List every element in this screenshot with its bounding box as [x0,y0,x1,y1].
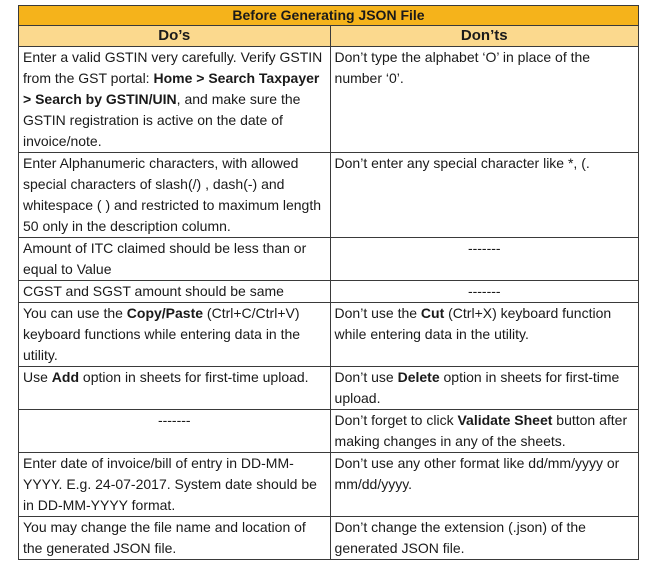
cell-text: Use [23,369,52,385]
donts-cell [330,367,638,410]
donts-cell [330,281,638,303]
bold-text: Copy/Paste [126,305,204,321]
dos-cell [19,281,331,303]
dos-cell [19,303,331,367]
cell-text: , and make sure the GSTIN registration is active on the date of invoice/note. [23,91,301,149]
cell-text: (Ctrl+C/Ctrl+V) keyboard functions while entering data in the utility. [23,305,301,363]
cell-text: Enter a valid GSTIN very carefully. Verify GSTIN from the GST portal: [23,49,323,86]
cell-text: (Ctrl+X) keyboard function while entering data in the utility. [334,305,612,342]
table-row [19,453,639,517]
cell-text: Amount of ITC claimed should be less than or equal to Value [23,240,307,277]
bold-text: Add [51,369,80,385]
bold-text: Home > Search Taxpayer > Search by GSTIN/UIN [23,70,320,107]
dos-cell [19,367,331,410]
dos-cell [19,153,331,238]
cell-text: ------- [157,412,191,428]
cell-text: Don’t change the extension (.json) of the generated JSON file. [334,519,586,556]
cell-text: Don’t forget to click [334,412,458,428]
cell-text: You may change the file name and location of the generated JSON file. [23,519,306,556]
cell-text: Don’t use the [334,305,421,321]
cell-text: Don’t use [334,369,398,385]
donts-cell [330,517,638,560]
cell-text: option in sheets for first-time upload. [334,369,620,406]
dos-column-header: Do’s [19,26,331,47]
cell-text: Don’t use any other format like dd/mm/yyyy or mm/dd/yyyy. [334,455,620,492]
cell-text: Enter date of invoice/bill of entry in DD-MM-YYYY. E.g. 24-07-2017. System date should be in DD-MM-YYYY format. [23,455,317,513]
table-row [19,47,639,153]
donts-cell [330,410,638,453]
table-row [19,153,639,238]
dos-donts-table [18,5,639,560]
cell-text: ------- [467,240,501,256]
cell-text: button after making changes in any of the sheets. [334,412,628,449]
donts-cell [330,153,638,238]
cell-text: option in sheets for first-time upload. [79,369,309,385]
cell-text: Don’t enter any special character like *, (. [334,155,590,171]
bold-text: Cut [420,305,445,321]
donts-column-header: Don’ts [330,26,638,47]
donts-cell [330,47,638,153]
bold-text: Validate Sheet [457,412,553,428]
table-title: Before Generating JSON File [19,6,639,26]
dos-cell [19,410,331,453]
table-row [19,281,639,303]
table-row [19,410,639,453]
cell-text: CGST and SGST amount should be same [23,283,284,299]
donts-cell [330,453,638,517]
table-row [19,303,639,367]
table-header-row [19,26,639,47]
donts-cell [330,238,638,281]
dos-cell [19,47,331,153]
cell-text: Don’t type the alphabet ‘O’ in place of the number ‘0’. [334,49,591,86]
table-row [19,367,639,410]
bold-text: Delete [397,369,440,385]
cell-text: Enter Alphanumeric characters, with allowed special characters of slash(/) , dash(-) and whitespace ( ) and restricted to maximum length 50 only in the description column. [23,155,322,234]
table-body [19,47,639,560]
table-title-row [19,6,639,26]
table-row [19,238,639,281]
cell-text: You can use the [23,305,127,321]
cell-text: ------- [467,283,501,299]
dos-cell [19,453,331,517]
table-row [19,517,639,560]
donts-cell [330,303,638,367]
dos-cell [19,238,331,281]
dos-cell [19,517,331,560]
